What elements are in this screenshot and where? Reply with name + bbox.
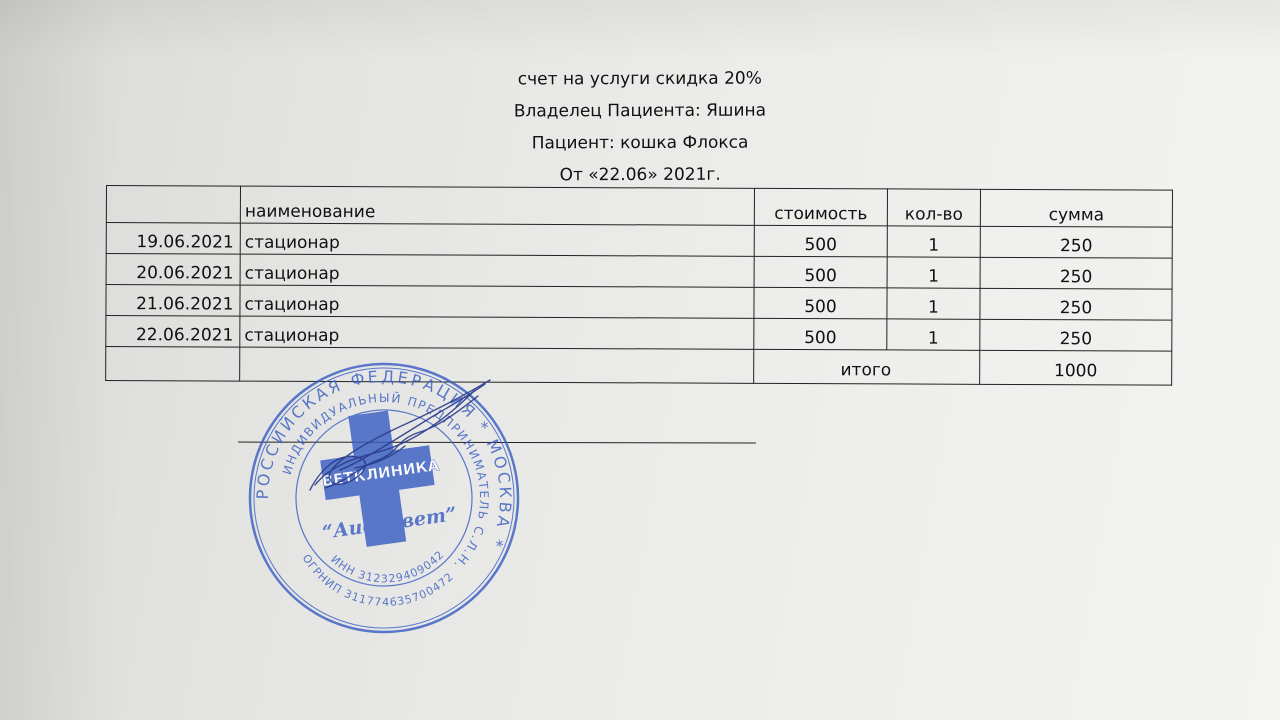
stamp-outer-text: РОССИЙСКАЯ ФЕДЕРАЦИЯ * МОСКВА * bbox=[252, 366, 516, 553]
table-header-row bbox=[106, 186, 1172, 228]
total-empty-cell bbox=[106, 347, 240, 382]
table-row bbox=[106, 316, 1172, 352]
row-date: 20.06.2021 bbox=[106, 254, 240, 286]
row-cost: 500 bbox=[754, 256, 887, 288]
row-sum: 250 bbox=[980, 257, 1172, 289]
row-sum: 250 bbox=[980, 288, 1172, 320]
stamp-inner-text: ИНДИВИДУАЛЬНЫЙ ПРЕДПРИНИМАТЕЛЬ С.Л.Н. bbox=[280, 390, 492, 573]
row-qty: 1 bbox=[887, 288, 980, 319]
row-name: стационар bbox=[240, 223, 754, 256]
row-qty: 1 bbox=[887, 257, 980, 288]
header-cost: стоимость bbox=[754, 188, 887, 226]
patient-line: Пациент: кошка Флокса bbox=[531, 132, 749, 154]
row-date: 21.06.2021 bbox=[106, 285, 240, 317]
header-sum: сумма bbox=[980, 189, 1172, 227]
header-date-cell bbox=[106, 186, 240, 224]
table-row bbox=[106, 223, 1172, 259]
stamp-clinic-name: “Аист-вет” bbox=[321, 503, 459, 544]
document-header bbox=[0, 61, 1280, 193]
row-cost: 500 bbox=[754, 318, 887, 350]
signature-scribble bbox=[300, 370, 500, 510]
row-sum: 250 bbox=[980, 319, 1172, 351]
header-name: наименование bbox=[240, 186, 754, 225]
row-qty: 1 bbox=[887, 226, 980, 257]
row-date: 22.06.2021 bbox=[106, 316, 240, 348]
row-date: 19.06.2021 bbox=[106, 223, 240, 255]
invoice-table-wrapper bbox=[105, 185, 1172, 386]
row-cost: 500 bbox=[754, 225, 887, 257]
row-qty: 1 bbox=[887, 319, 980, 350]
total-value: 1000 bbox=[980, 350, 1172, 385]
paper-shadow-top bbox=[0, 0, 1280, 60]
header-qty: кол-во bbox=[887, 189, 980, 226]
table-row bbox=[106, 285, 1172, 321]
row-name: стационар bbox=[240, 285, 754, 318]
stamp-inn-text: ИНН 312329409042 bbox=[328, 547, 447, 586]
invoice-title: счет на услуги скидка 20% bbox=[517, 68, 762, 90]
stamp-center-label: ВЕТКЛИНИКА bbox=[320, 456, 441, 491]
row-name: стационар bbox=[240, 254, 754, 287]
date-line: От «22.06» 2021г. bbox=[559, 164, 721, 186]
row-sum: 250 bbox=[980, 226, 1172, 258]
owner-line: Владелец Пациента: Яшина bbox=[513, 100, 767, 122]
row-cost: 500 bbox=[754, 287, 887, 319]
total-label: итого bbox=[754, 349, 980, 384]
table-row bbox=[106, 254, 1172, 290]
stamp-ogrnip-text: ОГРНИП 311774635700472 bbox=[299, 551, 457, 609]
invoice-table bbox=[105, 185, 1173, 386]
row-name: стационар bbox=[240, 316, 754, 349]
